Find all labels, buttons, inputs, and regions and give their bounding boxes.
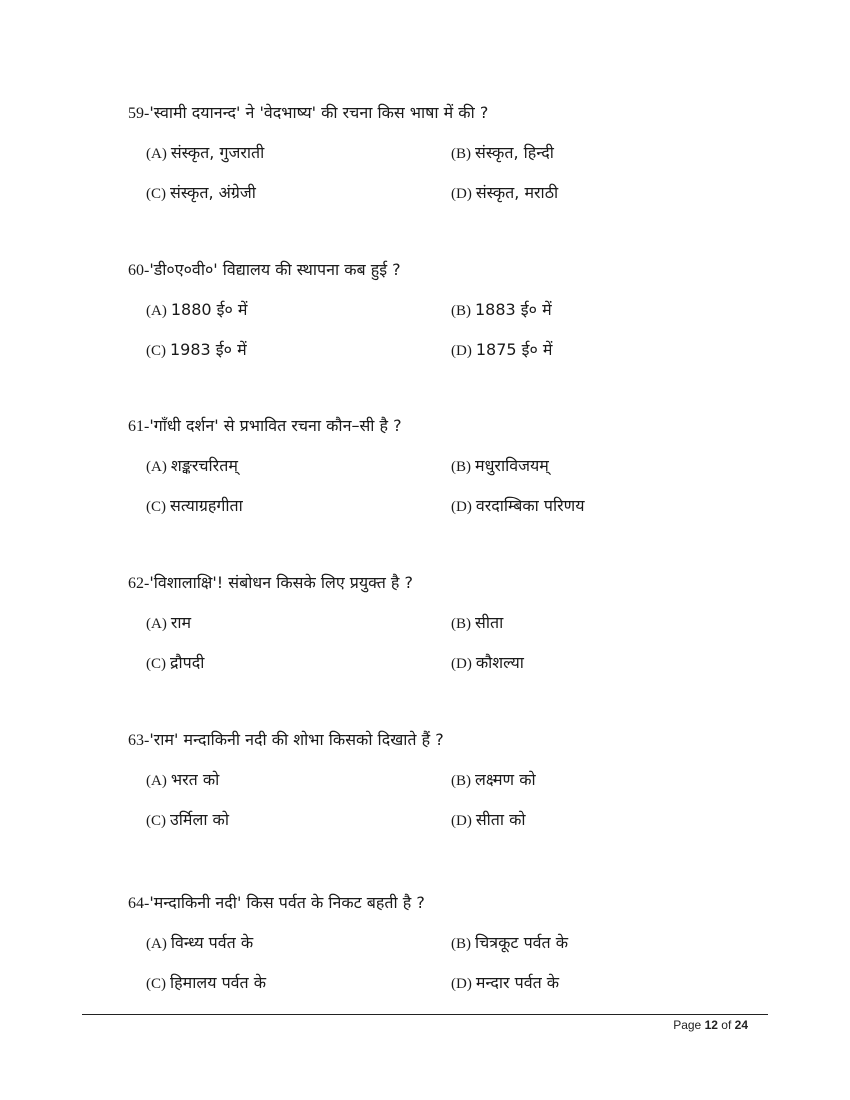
option-text: लक्ष्मण को <box>475 770 536 789</box>
option-text: सीता को <box>475 810 526 829</box>
option-text: संस्कृत, गुजराती <box>170 143 265 162</box>
page-footer <box>673 1018 748 1032</box>
option-d[interactable] <box>451 972 559 995</box>
option-letter: (B) <box>451 146 471 162</box>
option-letter: (D) <box>451 656 472 672</box>
option-letter: (A) <box>146 146 167 162</box>
option-b[interactable] <box>451 769 536 792</box>
question-text: 'विशालाक्षि'! संबोधन किसके लिए प्रयुक्त है ? <box>149 573 413 592</box>
option-d[interactable] <box>451 809 526 832</box>
option-b[interactable] <box>451 932 568 955</box>
question-number: 64- <box>128 895 150 912</box>
option-b[interactable] <box>451 299 552 322</box>
question-text: 'स्वामी दयानन्द' ने 'वेदभाष्य' की रचना किस भाषा में की ? <box>149 103 489 122</box>
option-b[interactable] <box>451 455 549 478</box>
question-number: 59- <box>128 105 150 122</box>
total-pages: 24 <box>734 1018 748 1032</box>
option-letter: (A) <box>146 459 167 475</box>
option-text: मधुराविजयम् <box>475 456 549 475</box>
option-c[interactable] <box>146 972 266 995</box>
question-64 <box>128 892 748 992</box>
option-letter: (D) <box>451 343 472 359</box>
option-letter: (A) <box>146 616 167 632</box>
footer-divider <box>82 1014 768 1015</box>
option-text: 1880 ई० में <box>170 300 248 319</box>
option-letter: (A) <box>146 936 167 952</box>
option-letter: (D) <box>451 976 472 992</box>
option-text: हिमालय पर्वत के <box>170 973 267 992</box>
option-a[interactable] <box>146 612 191 635</box>
option-c[interactable] <box>146 495 243 518</box>
option-c[interactable] <box>146 809 229 832</box>
question-text: 'गाँधी दर्शन' से प्रभावित रचना कौन–सी है ? <box>149 416 402 435</box>
option-text: मन्दार पर्वत के <box>475 973 560 992</box>
option-text: संस्कृत, हिन्दी <box>475 143 554 162</box>
option-letter: (D) <box>451 186 472 202</box>
option-text: 1983 ई० में <box>170 340 247 359</box>
current-page: 12 <box>704 1018 718 1032</box>
question-59 <box>128 102 748 202</box>
option-letter: (C) <box>146 813 166 829</box>
option-letter: (A) <box>146 303 167 319</box>
option-text: वरदाम्बिका परिणय <box>475 496 585 515</box>
question-number: 62- <box>128 575 150 592</box>
option-letter: (B) <box>451 303 471 319</box>
option-letter: (A) <box>146 773 167 789</box>
option-text: 1875 ई० में <box>475 340 553 359</box>
question-61 <box>128 415 748 515</box>
option-letter: (B) <box>451 936 471 952</box>
option-text: संस्कृत, मराठी <box>475 183 559 202</box>
option-c[interactable] <box>146 339 247 362</box>
option-letter: (C) <box>146 499 166 515</box>
option-c[interactable] <box>146 182 256 205</box>
option-a[interactable] <box>146 142 264 165</box>
option-text: शङ्करचरितम् <box>170 456 238 475</box>
option-text: विन्ध्य पर्वत के <box>170 933 254 952</box>
option-c[interactable] <box>146 652 204 675</box>
option-a[interactable] <box>146 455 238 478</box>
option-letter: (C) <box>146 186 166 202</box>
option-text: चित्रकूट पर्वत के <box>475 933 569 952</box>
question-text: 'मन्दाकिनी नदी' किस पर्वत के निकट बहती है ? <box>149 893 425 912</box>
option-letter: (B) <box>451 459 471 475</box>
option-text: संस्कृत, अंग्रेजी <box>170 183 256 202</box>
question-text: 'राम' मन्दाकिनी नदी की शोभा किसको दिखाते हैं ? <box>149 730 444 749</box>
option-text: 1883 ई० में <box>475 300 552 319</box>
option-a[interactable] <box>146 299 247 322</box>
page-label: Page <box>673 1018 702 1032</box>
option-letter: (B) <box>451 773 471 789</box>
option-d[interactable] <box>451 495 585 518</box>
option-letter: (B) <box>451 616 471 632</box>
question-62 <box>128 572 748 672</box>
option-a[interactable] <box>146 932 253 955</box>
option-text: उर्मिला को <box>170 810 229 829</box>
option-text: सीता <box>475 613 504 632</box>
option-letter: (D) <box>451 813 472 829</box>
option-text: भरत को <box>170 770 220 789</box>
option-text: सत्याग्रहगीता <box>170 496 243 515</box>
question-number: 60- <box>128 262 150 279</box>
question-number: 61- <box>128 418 150 435</box>
question-number: 63- <box>128 732 150 749</box>
option-b[interactable] <box>451 142 554 165</box>
option-text: राम <box>170 613 192 632</box>
option-a[interactable] <box>146 769 219 792</box>
option-d[interactable] <box>451 339 552 362</box>
question-60 <box>128 259 748 359</box>
option-d[interactable] <box>451 182 558 205</box>
question-63 <box>128 729 748 829</box>
of-label: of <box>721 1018 732 1032</box>
option-text: द्रौपदी <box>170 653 205 672</box>
option-text: कौशल्या <box>475 653 524 672</box>
option-letter: (C) <box>146 343 166 359</box>
option-letter: (C) <box>146 976 166 992</box>
option-letter: (D) <box>451 499 472 515</box>
option-d[interactable] <box>451 652 524 675</box>
option-letter: (C) <box>146 656 166 672</box>
question-text: 'डी०ए०वी०' विद्यालय की स्थापना कब हुई ? <box>149 260 401 279</box>
option-b[interactable] <box>451 612 503 635</box>
